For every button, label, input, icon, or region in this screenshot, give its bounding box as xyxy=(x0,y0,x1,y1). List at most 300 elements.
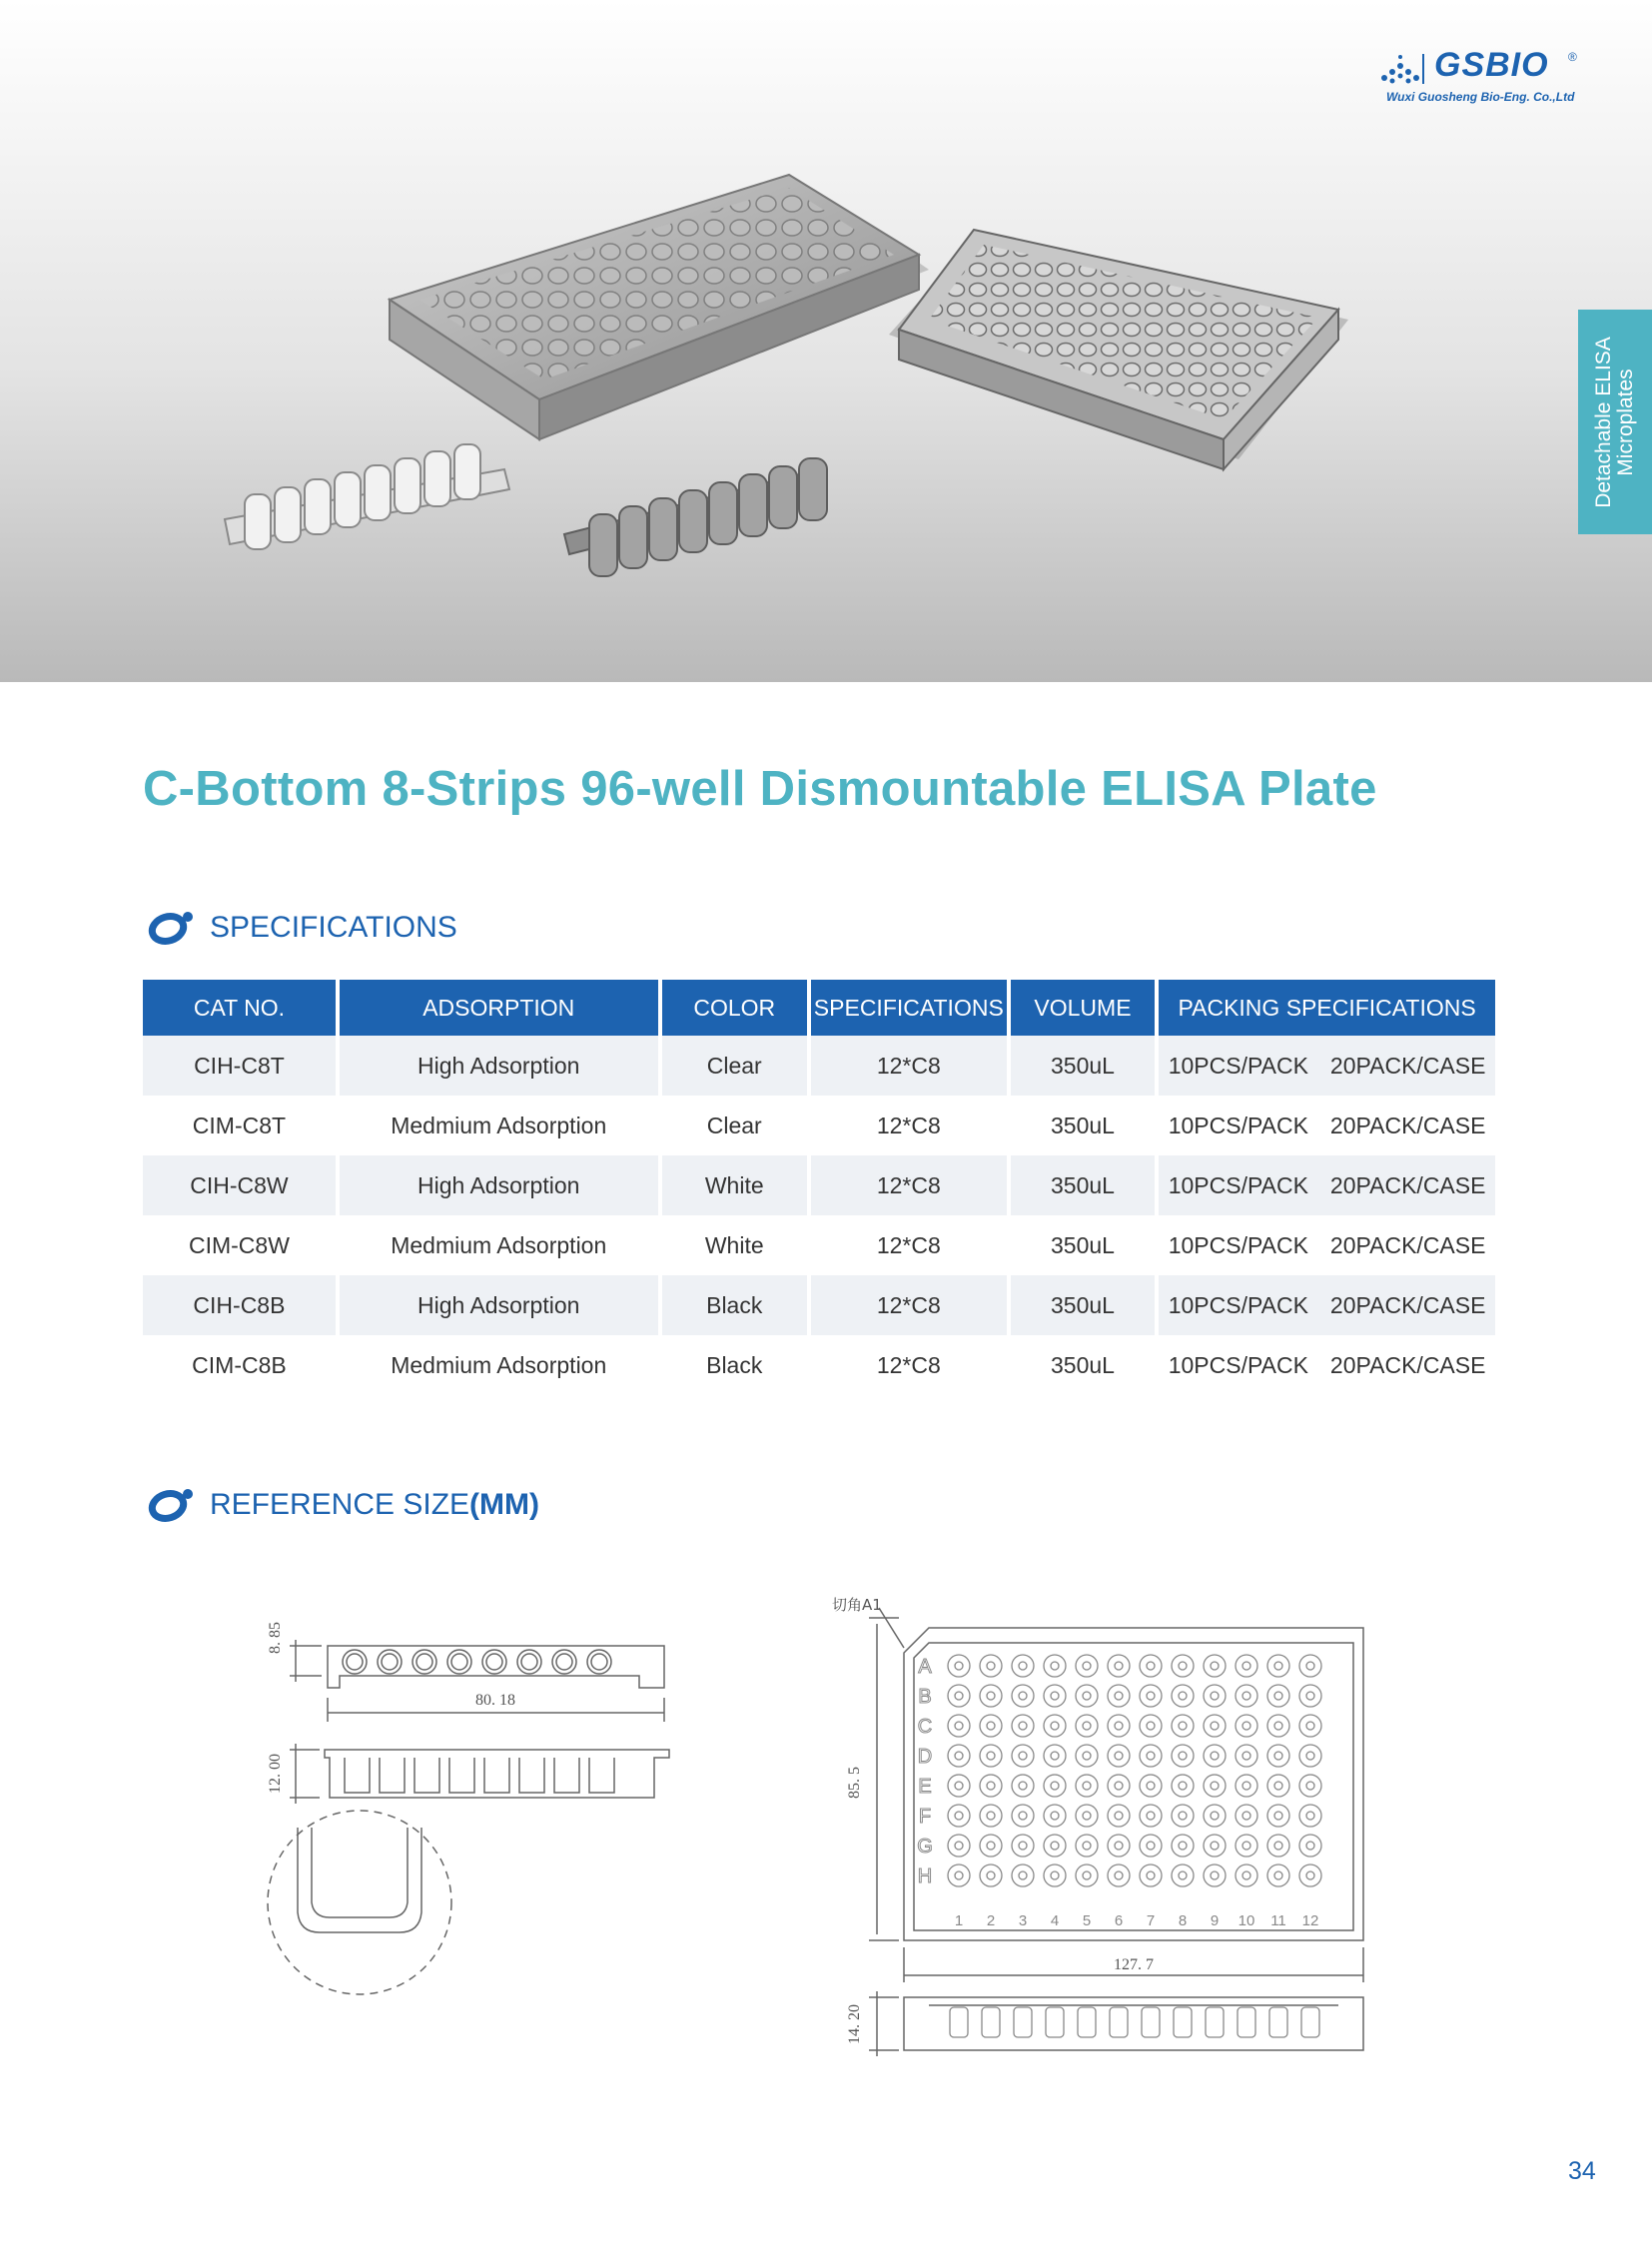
plate-well-center xyxy=(1179,1782,1187,1790)
ring-bullet-icon xyxy=(148,1488,196,1522)
plate-well xyxy=(1012,1865,1034,1886)
plate-well xyxy=(948,1835,970,1857)
cell-volume: 350uL xyxy=(1050,1231,1115,1258)
pack-pcs: 10PCS/PACK xyxy=(1168,1231,1308,1258)
cell-spec: 12*C8 xyxy=(811,1155,1007,1215)
plate-wells-grid xyxy=(948,1655,1321,1886)
plate-well xyxy=(1044,1685,1066,1707)
page-number: 34 xyxy=(1568,2157,1596,2185)
cell-volume: 350uL xyxy=(1011,1036,1155,1096)
plate-well xyxy=(1140,1805,1162,1827)
company-logo xyxy=(1378,46,1588,106)
plate-well xyxy=(1267,1775,1289,1797)
spec-table xyxy=(139,980,1499,1395)
plate-well xyxy=(948,1865,970,1886)
plate-col-label: 12 xyxy=(1301,1912,1319,1929)
cell-adsorption: High Adsorption xyxy=(340,1275,658,1335)
plate-col-label: 11 xyxy=(1270,1912,1286,1929)
plate-well xyxy=(1236,1745,1257,1767)
side-tab-label xyxy=(1593,337,1637,508)
plate-well xyxy=(948,1805,970,1827)
plate-col-label: 5 xyxy=(1082,1912,1092,1929)
plate-well xyxy=(980,1805,1002,1827)
plate-well xyxy=(1012,1655,1034,1677)
plate-well xyxy=(1012,1835,1034,1857)
plate-well-center xyxy=(1115,1752,1123,1760)
plate-well-center xyxy=(955,1752,963,1760)
plate-well-center xyxy=(1083,1692,1091,1700)
plate-well-center xyxy=(1147,1692,1155,1700)
plate-side-view xyxy=(869,1991,1363,2056)
plate-well-center xyxy=(1019,1752,1027,1760)
specifications-label: SPECIFICATIONS xyxy=(210,911,457,944)
side-tab-line2: Microplates xyxy=(1614,368,1637,476)
strip-side-view xyxy=(268,1744,669,1994)
plate-well xyxy=(1140,1865,1162,1886)
plate-well-center xyxy=(1179,1662,1187,1670)
plate-well xyxy=(948,1715,970,1737)
dim-plate-depth: 14. 20 xyxy=(846,2004,863,2044)
table-row xyxy=(143,1096,1495,1155)
pack-case: 20PACK/CASE xyxy=(1329,1052,1486,1079)
plate-well xyxy=(1204,1805,1226,1827)
plate-side-well xyxy=(1174,2007,1192,2037)
plate-well xyxy=(1204,1865,1226,1886)
plate-col-label: 4 xyxy=(1050,1912,1060,1929)
plate-well xyxy=(980,1865,1002,1886)
plate-well-center xyxy=(987,1842,995,1850)
plate-well-center xyxy=(955,1662,963,1670)
plate-well xyxy=(1204,1745,1226,1767)
cell-volume: 350uL xyxy=(1050,1351,1115,1378)
plate-well xyxy=(948,1685,970,1707)
plate-well xyxy=(1108,1655,1130,1677)
plate-well-center xyxy=(1179,1812,1187,1820)
plate-well-center xyxy=(1051,1722,1059,1730)
plate-well-center xyxy=(1051,1782,1059,1790)
plate-well xyxy=(1267,1685,1289,1707)
plate-well-center xyxy=(1242,1692,1250,1700)
plate-well xyxy=(980,1775,1002,1797)
plate-well-center xyxy=(1019,1662,1027,1670)
plate-well-center xyxy=(1242,1782,1250,1790)
plate-well-center xyxy=(1115,1782,1123,1790)
plate-well xyxy=(1140,1775,1162,1797)
plate-well xyxy=(1076,1715,1098,1737)
cell-adsorption: Medmium Adsorption xyxy=(391,1351,607,1378)
plate-well xyxy=(1012,1775,1034,1797)
plate-side-well xyxy=(1110,2007,1128,2037)
plate-well-center xyxy=(1147,1752,1155,1760)
plate-well xyxy=(1267,1715,1289,1737)
header-cat-no: CAT NO. xyxy=(143,980,336,1036)
plate-well-center xyxy=(1242,1842,1250,1850)
plate-well xyxy=(1076,1685,1098,1707)
plate-well-center xyxy=(1115,1812,1123,1820)
plate-well xyxy=(1204,1655,1226,1677)
plate-well-center xyxy=(987,1722,995,1730)
plate-well xyxy=(1172,1715,1194,1737)
plate-well xyxy=(1172,1865,1194,1886)
plate-well xyxy=(948,1775,970,1797)
plate-well xyxy=(1172,1775,1194,1797)
plate-well xyxy=(1140,1655,1162,1677)
plate-side-well xyxy=(1238,2007,1255,2037)
plate-well-center xyxy=(1051,1812,1059,1820)
plate-well xyxy=(1204,1685,1226,1707)
cell-color: Black xyxy=(662,1275,807,1335)
cell-packing xyxy=(1159,1155,1495,1215)
plate-well-center xyxy=(1211,1662,1219,1670)
plate-row-label: H xyxy=(917,1866,933,1887)
plate-well-center xyxy=(1211,1782,1219,1790)
plate-well-center xyxy=(1274,1662,1282,1670)
plate-well-center xyxy=(1306,1662,1314,1670)
dim-strip-height-top: 8. 85 xyxy=(267,1622,284,1654)
plate-well-center xyxy=(1083,1842,1091,1850)
page-title: C-Bottom 8-Strips 96-well Dismountable ELISA Plate xyxy=(143,762,1377,816)
dim-plate-height: 85. 5 xyxy=(846,1767,863,1799)
plate-well xyxy=(948,1655,970,1677)
plate-well-center xyxy=(1115,1871,1123,1879)
plate-row-labels xyxy=(917,1656,933,1887)
plate-well xyxy=(1076,1775,1098,1797)
plate-well xyxy=(1108,1745,1130,1767)
ring-bullet-icon xyxy=(148,911,196,945)
reference-size-unit: (MM) xyxy=(469,1488,540,1521)
plate-well xyxy=(1012,1745,1034,1767)
plate-well-center xyxy=(1306,1812,1314,1820)
plate-well xyxy=(1267,1745,1289,1767)
cell-spec: 12*C8 xyxy=(876,1351,941,1378)
plate-well-center xyxy=(1179,1752,1187,1760)
plate-well-center xyxy=(1242,1871,1250,1879)
plate-well xyxy=(1236,1685,1257,1707)
plate-well xyxy=(1012,1805,1034,1827)
plate-col-label: 6 xyxy=(1114,1912,1124,1929)
plate-well xyxy=(1076,1805,1098,1827)
plate-well xyxy=(1204,1775,1226,1797)
registered-mark: ® xyxy=(1568,50,1577,64)
plate-col-label: 1 xyxy=(954,1912,964,1929)
plate-well xyxy=(1267,1805,1289,1827)
header-adsorption: ADSORPTION xyxy=(340,980,658,1036)
plate-well-center xyxy=(1306,1752,1314,1760)
plate-well xyxy=(1108,1835,1130,1857)
plate-well-center xyxy=(987,1782,995,1790)
plate-well-center xyxy=(1179,1842,1187,1850)
plate-well xyxy=(1044,1835,1066,1857)
pack-pcs: 10PCS/PACK xyxy=(1168,1171,1308,1198)
reference-size-text: REFERENCE SIZE xyxy=(210,1488,470,1521)
plate-well xyxy=(1140,1685,1162,1707)
side-tab-line1: Detachable ELISA xyxy=(1592,336,1615,508)
plate-row-label: B xyxy=(918,1686,932,1708)
plate-side-wells xyxy=(950,2007,1319,2037)
plate-side-well xyxy=(1206,2007,1224,2037)
plate-well xyxy=(980,1685,1002,1707)
pack-case: 20PACK/CASE xyxy=(1329,1171,1486,1198)
plate-well-center xyxy=(1306,1692,1314,1700)
plate-well xyxy=(980,1745,1002,1767)
plate-well-center xyxy=(1083,1812,1091,1820)
plate-well-center xyxy=(1179,1722,1187,1730)
plate-well xyxy=(1204,1715,1226,1737)
table-row xyxy=(143,1215,1495,1275)
plate-well-center xyxy=(1211,1722,1219,1730)
plate-well xyxy=(1172,1835,1194,1857)
plate-well xyxy=(1299,1685,1321,1707)
plate-well xyxy=(1076,1655,1098,1677)
plate-well xyxy=(1172,1685,1194,1707)
plate-well xyxy=(1236,1805,1257,1827)
dim-plate-width: 127. 7 xyxy=(1114,1956,1154,1973)
plate-well-center xyxy=(1019,1871,1027,1879)
plate-side-well xyxy=(982,2007,1000,2037)
plate-well-center xyxy=(955,1722,963,1730)
plate-well xyxy=(1044,1715,1066,1737)
cell-adsorption: High Adsorption xyxy=(340,1036,658,1096)
plate-well-center xyxy=(1051,1692,1059,1700)
plate-well xyxy=(980,1655,1002,1677)
plate-well-center xyxy=(1242,1812,1250,1820)
plate-well-center xyxy=(1147,1722,1155,1730)
cell-cat: CIH-C8W xyxy=(143,1155,336,1215)
cell-cat: CIH-C8T xyxy=(143,1036,336,1096)
plate-well xyxy=(980,1715,1002,1737)
plate-well-center xyxy=(1274,1812,1282,1820)
plate-well-center xyxy=(955,1782,963,1790)
plate-well xyxy=(1299,1775,1321,1797)
cell-packing xyxy=(1159,1215,1495,1275)
plate-well-center xyxy=(1274,1842,1282,1850)
reference-size-label xyxy=(210,1488,539,1522)
cell-volume: 350uL xyxy=(1011,1275,1155,1335)
plate-well-center xyxy=(1274,1752,1282,1760)
plate-well-center xyxy=(1019,1782,1027,1790)
cell-cat: CIM-C8B xyxy=(192,1351,287,1378)
plate-well-center xyxy=(1083,1782,1091,1790)
plate-well-center xyxy=(1051,1752,1059,1760)
plate-col-labels xyxy=(955,1912,1319,1929)
plate-well-center xyxy=(1179,1692,1187,1700)
plate-well xyxy=(1044,1805,1066,1827)
plate-well-center xyxy=(1306,1871,1314,1879)
cell-color: Clear xyxy=(662,1036,807,1096)
plate-well xyxy=(1236,1835,1257,1857)
plate-well-center xyxy=(1051,1662,1059,1670)
cell-packing xyxy=(1159,1275,1495,1335)
dim-strip-height-side: 12. 00 xyxy=(267,1754,284,1794)
plate-well xyxy=(1108,1865,1130,1886)
plate-well xyxy=(1108,1775,1130,1797)
plate-well-center xyxy=(1147,1812,1155,1820)
plate-well xyxy=(1204,1835,1226,1857)
plate-well-center xyxy=(1242,1752,1250,1760)
plate-well xyxy=(1108,1715,1130,1737)
plate-well-center xyxy=(1211,1692,1219,1700)
cell-adsorption: Medmium Adsorption xyxy=(391,1112,607,1138)
plate-well xyxy=(1044,1745,1066,1767)
plate-well-center xyxy=(987,1752,995,1760)
pack-case: 20PACK/CASE xyxy=(1329,1351,1486,1378)
plate-well-center xyxy=(1147,1782,1155,1790)
plate-well-center xyxy=(955,1842,963,1850)
dim-strip-length: 80. 18 xyxy=(475,1692,515,1709)
header-packing: PACKING SPECIFICATIONS xyxy=(1159,980,1495,1036)
table-row xyxy=(143,1036,1495,1096)
plate-well-center xyxy=(1306,1782,1314,1790)
pack-pcs: 10PCS/PACK xyxy=(1168,1291,1308,1318)
plate-well xyxy=(1299,1745,1321,1767)
cell-color: White xyxy=(662,1155,807,1215)
dim-corner-label: 切角A1 xyxy=(832,1596,882,1614)
plate-col-label: 3 xyxy=(1018,1912,1028,1929)
pack-case: 20PACK/CASE xyxy=(1329,1112,1486,1138)
plate-well xyxy=(1012,1715,1034,1737)
plate-well xyxy=(1299,1715,1321,1737)
plate-well xyxy=(1299,1835,1321,1857)
plate-row-label: A xyxy=(918,1656,932,1678)
plate-side-well xyxy=(950,2007,968,2037)
header-volume: VOLUME xyxy=(1011,980,1155,1036)
plate-well-center xyxy=(955,1871,963,1879)
technical-drawings xyxy=(0,1558,1652,2077)
plate-well-center xyxy=(955,1692,963,1700)
plate-well-center xyxy=(987,1871,995,1879)
plate-well-center xyxy=(1147,1662,1155,1670)
plate-col-label: 10 xyxy=(1238,1912,1255,1929)
plate-well xyxy=(1236,1655,1257,1677)
plate-well xyxy=(1076,1745,1098,1767)
table-header-row xyxy=(143,980,1495,1036)
gsbio-mark-icon xyxy=(1378,52,1426,86)
plate-well-center xyxy=(1019,1812,1027,1820)
plate-well-center xyxy=(1019,1692,1027,1700)
plate-side-well xyxy=(1078,2007,1096,2037)
cell-volume: 350uL xyxy=(1011,1155,1155,1215)
cell-spec: 12*C8 xyxy=(876,1112,941,1138)
plate-side-well xyxy=(1142,2007,1160,2037)
plate-well xyxy=(1044,1775,1066,1797)
plate-well-center xyxy=(1019,1722,1027,1730)
pack-pcs: 10PCS/PACK xyxy=(1168,1112,1308,1138)
plate-well xyxy=(1267,1835,1289,1857)
header-color: COLOR xyxy=(662,980,807,1036)
plate-well-center xyxy=(1274,1722,1282,1730)
plate-well xyxy=(1299,1655,1321,1677)
plate-well-center xyxy=(1115,1842,1123,1850)
plate-well xyxy=(1267,1865,1289,1886)
plate-well-center xyxy=(1083,1662,1091,1670)
table-row xyxy=(143,1275,1495,1335)
plate-well xyxy=(1299,1805,1321,1827)
plate-well-center xyxy=(1306,1722,1314,1730)
plate-well-center xyxy=(1242,1662,1250,1670)
cell-spec: 12*C8 xyxy=(811,1036,1007,1096)
cell-spec: 12*C8 xyxy=(811,1275,1007,1335)
plate-well-center xyxy=(1115,1722,1123,1730)
plate-col-label: 9 xyxy=(1210,1912,1220,1929)
plate-row-label: E xyxy=(918,1776,932,1798)
logo-text: GSBIO xyxy=(1434,46,1549,84)
plate-row-label: F xyxy=(918,1806,932,1828)
plate-well xyxy=(1140,1835,1162,1857)
plate-well-center xyxy=(1274,1871,1282,1879)
plate-side-well xyxy=(1301,2007,1319,2037)
cell-volume: 350uL xyxy=(1050,1112,1115,1138)
plate-well xyxy=(1076,1865,1098,1886)
pack-case: 20PACK/CASE xyxy=(1329,1291,1486,1318)
plate-well xyxy=(1140,1715,1162,1737)
plate-side-well xyxy=(1269,2007,1287,2037)
table-row xyxy=(143,1335,1495,1395)
plate-well-center xyxy=(1051,1842,1059,1850)
plate-well-center xyxy=(1051,1871,1059,1879)
plate-well-center xyxy=(987,1692,995,1700)
plate-well xyxy=(1172,1805,1194,1827)
plate-row-label: G xyxy=(917,1836,933,1858)
plate-well-center xyxy=(1115,1662,1123,1670)
plate-well-center xyxy=(1083,1752,1091,1760)
plate-col-label: 7 xyxy=(1146,1912,1156,1929)
plate-well xyxy=(1172,1655,1194,1677)
plate-well xyxy=(1108,1805,1130,1827)
plate-well xyxy=(1236,1775,1257,1797)
plate-well-center xyxy=(987,1662,995,1670)
plate-well xyxy=(1108,1685,1130,1707)
plate-well-center xyxy=(1083,1871,1091,1879)
plate-col-label: 8 xyxy=(1178,1912,1188,1929)
cell-packing xyxy=(1159,1096,1495,1155)
plate-well xyxy=(1140,1745,1162,1767)
plate-well xyxy=(980,1835,1002,1857)
cell-packing xyxy=(1159,1036,1495,1096)
plate-well-center xyxy=(1083,1722,1091,1730)
plate-side-well xyxy=(1046,2007,1064,2037)
plate-well-center xyxy=(1019,1842,1027,1850)
company-name: Wuxi Guosheng Bio-Eng. Co.,Ltd xyxy=(1386,90,1575,104)
cell-cat: CIH-C8B xyxy=(143,1275,336,1335)
plate-well xyxy=(1044,1865,1066,1886)
plate-well-center xyxy=(1274,1692,1282,1700)
table-row xyxy=(143,1155,1495,1215)
cell-adsorption: High Adsorption xyxy=(340,1155,658,1215)
plate-well-center xyxy=(1242,1722,1250,1730)
plate-well-center xyxy=(1147,1871,1155,1879)
plate-well xyxy=(1012,1685,1034,1707)
strip-top-view xyxy=(290,1640,664,1722)
plate-well-center xyxy=(1211,1842,1219,1850)
plate-well-center xyxy=(1179,1871,1187,1879)
plate-well xyxy=(1236,1865,1257,1886)
plate-side-well xyxy=(1014,2007,1032,2037)
plate-well-center xyxy=(1211,1752,1219,1760)
cell-color: Black xyxy=(706,1351,763,1378)
header-specifications: SPECIFICATIONS xyxy=(811,980,1007,1036)
plate-well-center xyxy=(1147,1842,1155,1850)
plate-well xyxy=(1236,1715,1257,1737)
pack-pcs: 10PCS/PACK xyxy=(1168,1052,1308,1079)
cell-color: Clear xyxy=(706,1112,762,1138)
plate-well xyxy=(1299,1865,1321,1886)
pack-case: 20PACK/CASE xyxy=(1329,1231,1486,1258)
plate-well xyxy=(1076,1835,1098,1857)
cell-packing xyxy=(1159,1335,1495,1395)
cell-color: White xyxy=(704,1231,764,1258)
plate-well xyxy=(1267,1655,1289,1677)
plate-well xyxy=(1172,1745,1194,1767)
